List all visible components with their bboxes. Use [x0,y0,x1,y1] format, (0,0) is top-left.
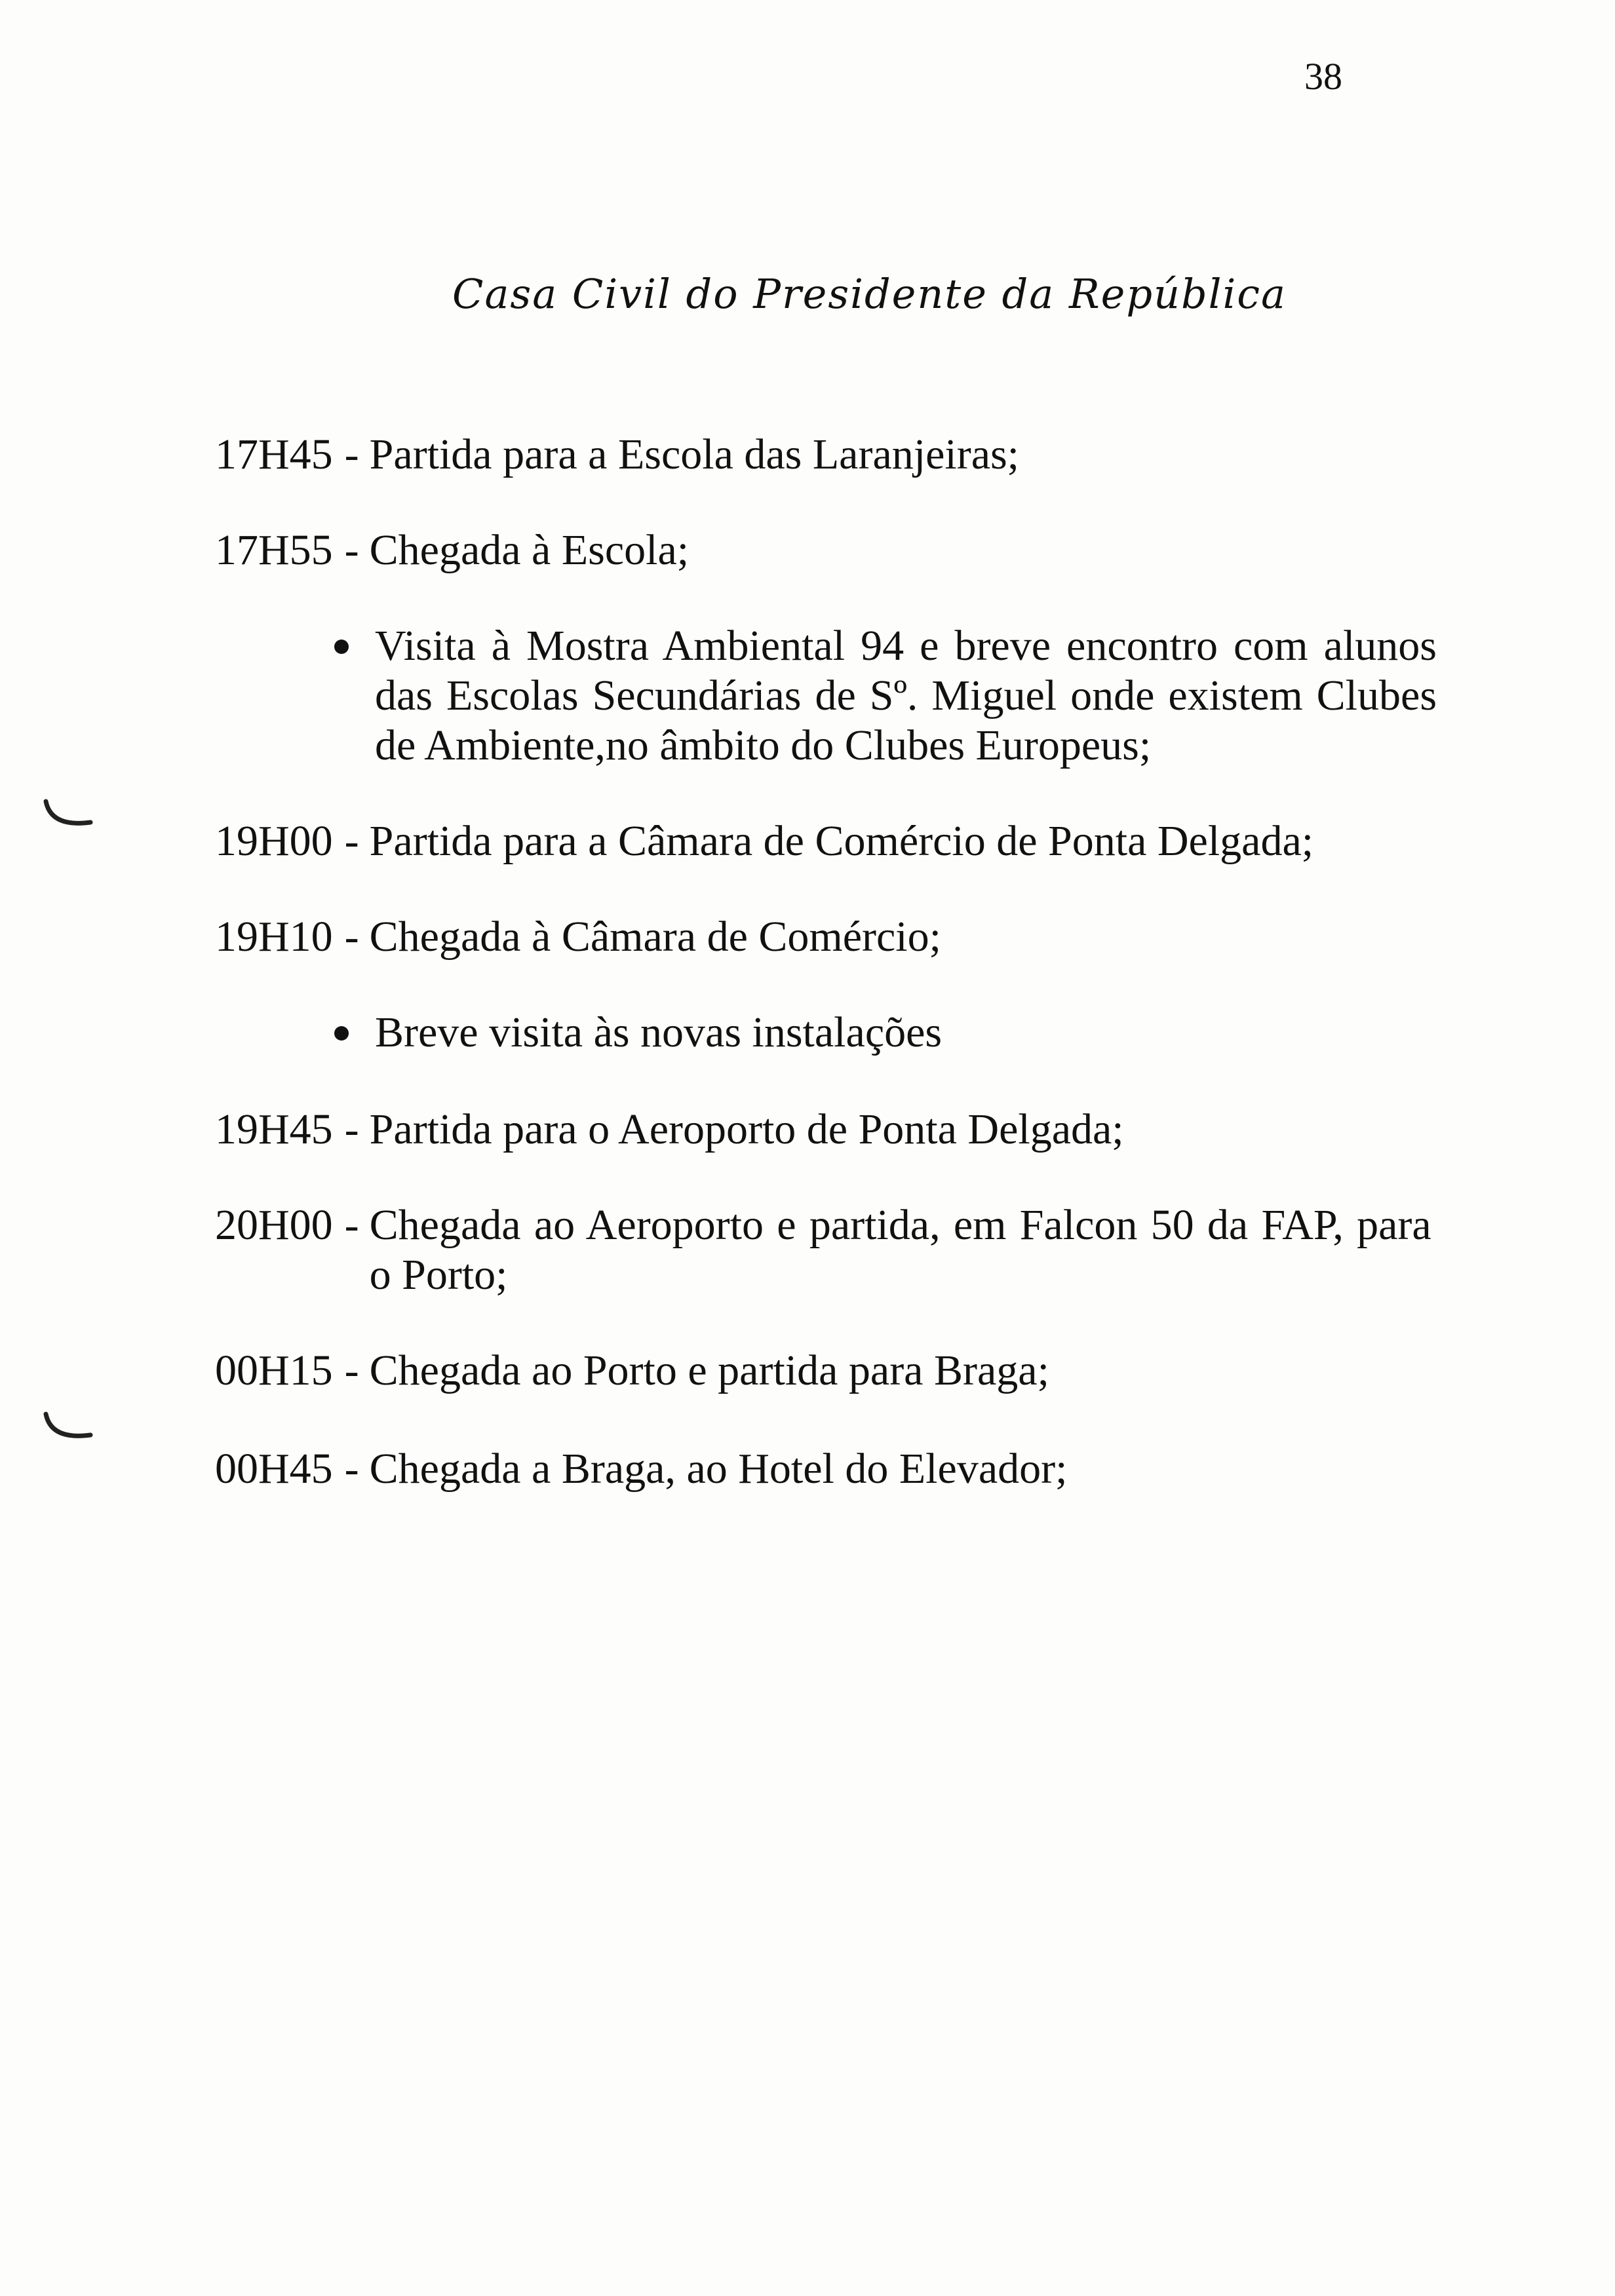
bullet-text: Breve visita às novas instalações [375,1008,943,1056]
schedule-entry [215,1200,1431,1300]
entry-text: Chegada ao Aeroporto e partida, em Falcon 50 da FAP, para o Porto; [369,1201,1431,1299]
letterhead: Casa Civil do Presidente da República [452,270,1287,318]
schedule-entry [215,912,941,962]
entry-text: Chegada à Escola; [369,526,690,574]
entry-separator: - [344,913,359,961]
entry-text: Chegada à Câmara de Comércio; [369,913,941,961]
bullet-text: Visita à Mostra Ambiental 94 e breve encontro com alunos das Escolas Secundárias de Sº. Miguel onde existem Clubes de Ambiente,no âmbito do Clubes Europeus; [375,622,1437,769]
entry-time: 20H00 [215,1201,333,1249]
bullet-dot-icon [334,640,349,654]
entry-separator: - [344,1201,359,1249]
binding-hole-mark-icon [39,1409,98,1448]
entry-time: 00H15 [215,1347,333,1394]
entry-text: Partida para a Câmara de Comércio de Ponta Delgada; [369,817,1314,865]
binding-hole-mark-icon [39,796,98,835]
entry-time: 19H45 [215,1105,333,1153]
entry-separator: - [344,817,359,865]
entry-separator: - [344,1445,359,1493]
entry-time: 19H00 [215,817,333,865]
schedule-entry [215,430,1019,480]
schedule-entry [215,1105,1124,1155]
entry-text: Partida para o Aeroporto de Ponta Delgada; [369,1105,1124,1153]
entry-separator: - [344,1347,359,1394]
page-number: 38 [1304,55,1342,98]
schedule-entry [215,1346,1049,1396]
bullet-dot-icon [334,1026,349,1041]
entry-separator: - [344,526,359,574]
schedule-entry [215,816,1313,866]
entry-time: 00H45 [215,1445,333,1493]
entry-time: 17H55 [215,526,333,574]
bullet-item [334,1008,1437,1058]
schedule-entry [215,1444,1067,1494]
entry-text: Partida para a Escola das Laranjeiras; [369,430,1020,478]
entry-separator: - [344,1105,359,1153]
entry-time: 17H45 [215,430,333,478]
schedule-entry [215,526,689,575]
entry-text: Chegada a Braga, ao Hotel do Elevador; [369,1445,1068,1493]
entry-time: 19H10 [215,913,333,961]
entry-text: Chegada ao Porto e partida para Braga; [369,1347,1049,1394]
bullet-item [334,621,1437,771]
entry-separator: - [344,430,359,478]
